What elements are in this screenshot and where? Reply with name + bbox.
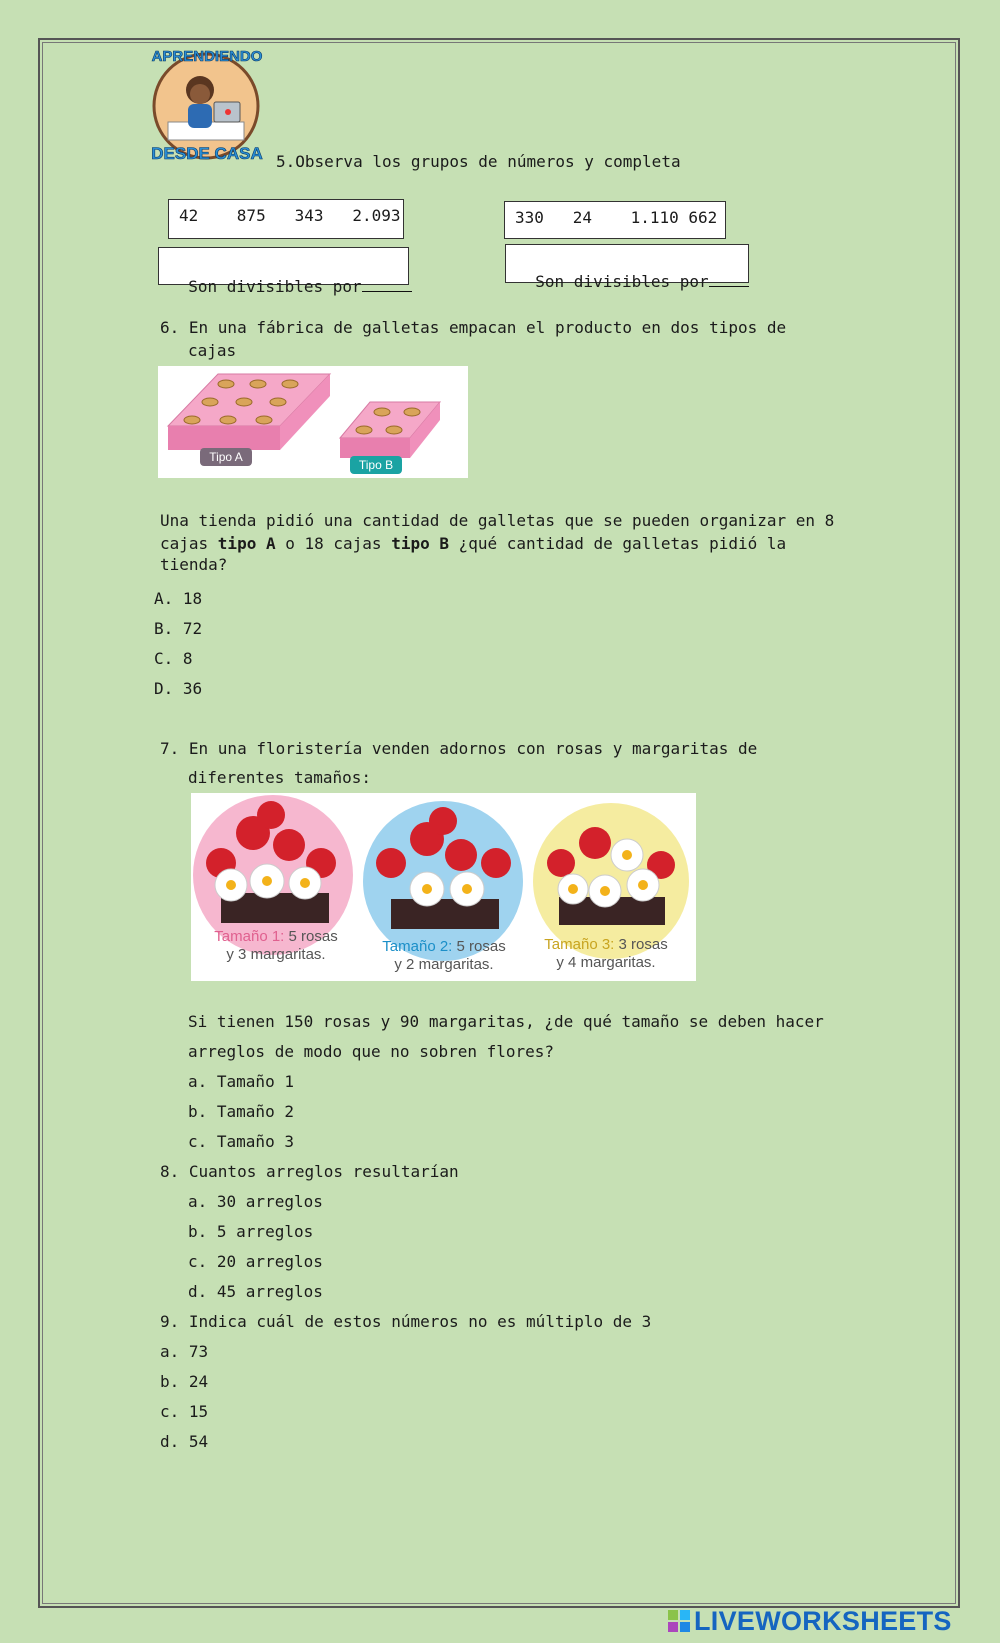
q5-group1-blank[interactable] [362,275,412,292]
q6-text2-tipo-a: tipo A [217,534,276,553]
q9-option-b[interactable]: b. 24 [160,1372,209,1391]
q8-option-c[interactable]: c. 20 arreglos [188,1252,323,1271]
q5-group2-label: Son divisibles por [535,272,709,291]
q7-text-line2: arreglos de modo que no sobren flores? [188,1042,555,1061]
size3-line2: y 4 margaritas. [556,954,656,971]
liveworksheets-logo[interactable] [668,1604,952,1638]
q6-text2-tipo-b: tipo B [391,534,449,553]
size1-line2: y 3 margaritas. [226,946,326,963]
size1-rest: 5 rosas [284,928,338,945]
q6-option-c[interactable]: C. 8 [154,649,193,668]
q5-group1-label: Son divisibles por [188,277,362,296]
logo-top-text: APRENDIENDO [151,48,263,65]
q7-option-c[interactable]: c. Tamaño 3 [188,1132,294,1151]
q6-title-line1: 6. En una fábrica de galletas empacan el producto en dos tipos de [160,318,787,337]
size2-caption [369,938,519,974]
q5-group2-answer [505,244,749,291]
size1-title: Tamaño 1: [214,928,285,945]
q6-text2-c: o 18 cajas [275,534,392,553]
q5-group2-numbers: 330 24 1.110 662 [504,201,726,239]
q6-text-line3: tienda? [160,555,228,574]
tipo-b-label: Tipo B [358,458,394,472]
cookie-boxes-image [158,366,468,478]
liveworksheets-brand: LIVEWORKSHEETS [694,1605,952,1636]
size2-line2: y 2 margaritas. [394,956,494,973]
logo [148,44,266,168]
size2-title: Tamaño 2: [382,938,453,955]
q7-option-b[interactable]: b. Tamaño 2 [188,1102,294,1121]
size3-rest: 3 rosas [614,936,668,953]
q6-text2-e: ¿qué cantidad de galletas pidió la [448,534,787,553]
q8-title: 8. Cuantos arreglos resultarían [160,1162,459,1181]
q5-group2-blank[interactable] [709,270,749,287]
liveworksheets-icon [668,1610,690,1632]
logo-bottom-text: DESDE CASA [151,144,263,163]
size1-caption [201,928,351,964]
size2-rest: 5 rosas [452,938,506,955]
q5-title: 5.Observa los grupos de números y completa [276,152,681,171]
tipo-a-label: Tipo A [209,450,243,464]
q9-option-a[interactable]: a. 73 [160,1342,209,1361]
q6-text-line2 [160,532,786,556]
q7-title-line1: 7. En una floristería venden adornos con rosas y margaritas de [160,739,758,758]
q8-option-d[interactable]: d. 45 arreglos [188,1282,323,1301]
q5-group1-numbers: 42 875 343 2.093 [168,199,404,239]
q6-option-d[interactable]: D. 36 [154,679,203,698]
size3-title: Tamaño 3: [544,936,615,953]
q9-title: 9. Indica cuál de estos números no es múltiplo de 3 [160,1312,652,1331]
q5-group1-answer [158,247,409,296]
size3-caption [531,936,681,972]
q8-option-b[interactable]: b. 5 arreglos [188,1222,314,1241]
flower-arrangements-image [191,793,696,981]
q6-title-line2: cajas [188,341,237,360]
q7-title-line2: diferentes tamaños: [188,768,372,787]
q9-option-d[interactable]: d. 54 [160,1432,209,1451]
q8-option-a[interactable]: a. 30 arreglos [188,1192,323,1211]
q7-text-line1: Si tienen 150 rosas y 90 margaritas, ¿de qué tamaño se deben hacer [188,1012,824,1031]
q6-option-b[interactable]: B. 72 [154,619,203,638]
q6-text-line1: Una tienda pidió una cantidad de galletas que se pueden organizar en 8 [160,511,835,530]
q9-option-c[interactable]: c. 15 [160,1402,209,1421]
q7-option-a[interactable]: a. Tamaño 1 [188,1072,294,1091]
q6-text2-a: cajas [160,534,218,553]
q6-option-a[interactable]: A. 18 [154,589,203,608]
